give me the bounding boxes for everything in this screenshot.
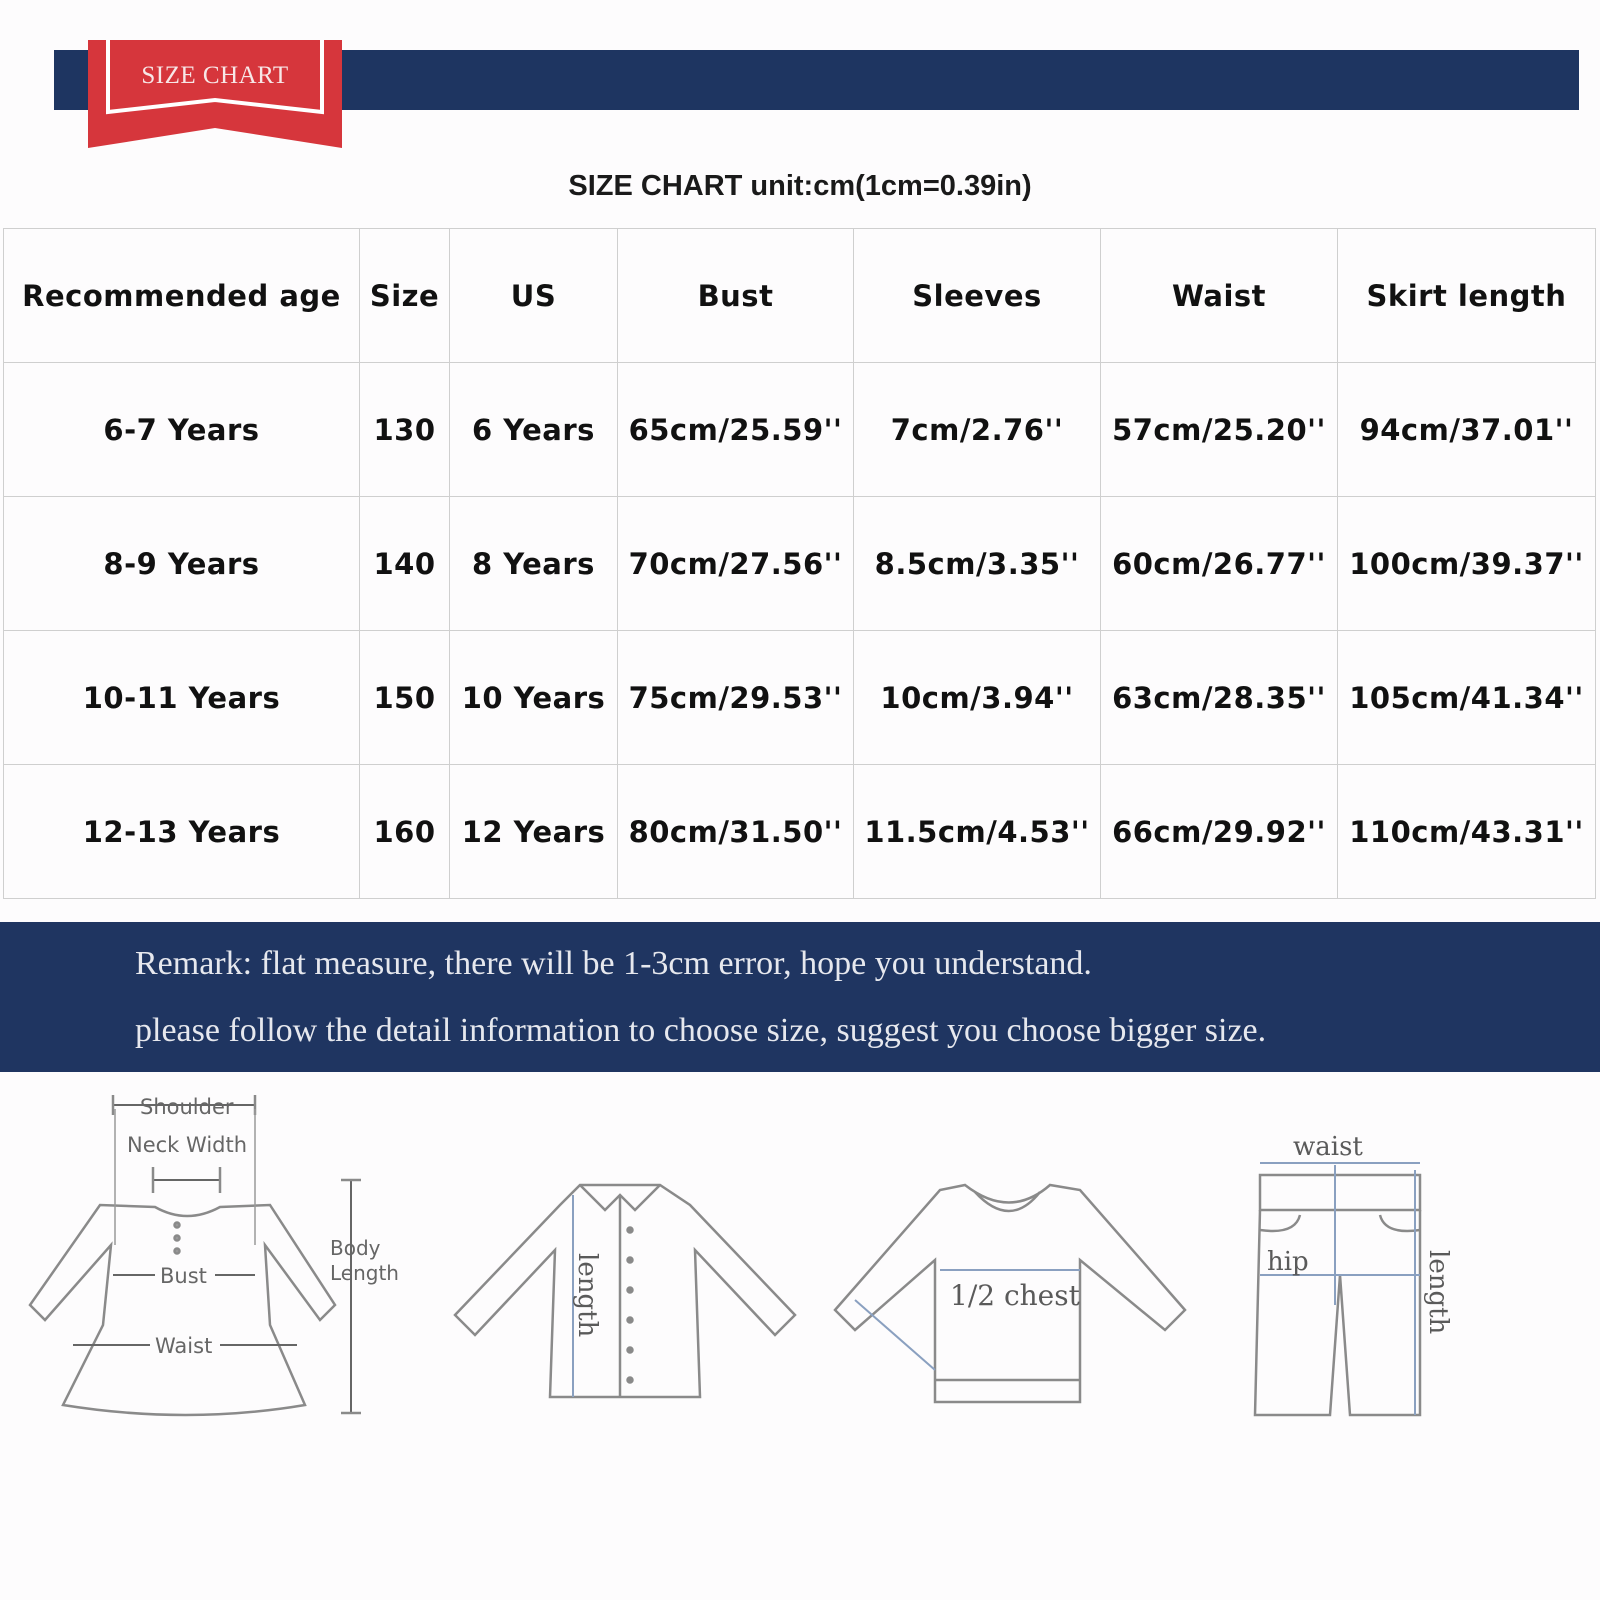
- shirt-length-label: length: [572, 1253, 602, 1338]
- table-cell: 6-7 Years: [4, 363, 360, 497]
- column-header: Skirt length: [1338, 229, 1596, 363]
- table-cell: 12-13 Years: [4, 765, 360, 899]
- table-cell: 8-9 Years: [4, 497, 360, 631]
- table-cell: 65cm/25.59'': [618, 363, 854, 497]
- table-cell: 10-11 Years: [4, 631, 360, 765]
- length-label: Length: [330, 1261, 399, 1285]
- size-chart-ribbon: [80, 40, 350, 160]
- table-cell: 150: [360, 631, 450, 765]
- waist-label: Waist: [155, 1334, 213, 1358]
- table-cell: 94cm/37.01'': [1338, 363, 1596, 497]
- table-row: [4, 497, 1596, 631]
- table-row: [4, 765, 1596, 899]
- dress-diagram: [15, 1095, 425, 1455]
- shirt-diagram: [455, 1175, 805, 1415]
- column-header: Sleeves: [854, 229, 1101, 363]
- column-header: Size: [360, 229, 450, 363]
- column-header: Bust: [618, 229, 854, 363]
- table-cell: 11.5cm/4.53'': [854, 765, 1101, 899]
- table-cell: 100cm/39.37'': [1338, 497, 1596, 631]
- table-cell: 7cm/2.76'': [854, 363, 1101, 497]
- table-cell: 57cm/25.20'': [1101, 363, 1338, 497]
- remark-text: please follow the detail information to choose size, suggest you choose bigger size.: [135, 1012, 1267, 1049]
- table-cell: 12 Years: [450, 765, 618, 899]
- size-chart-banner-label: SIZE CHART: [141, 62, 289, 89]
- table-cell: 60cm/26.77'': [1101, 497, 1338, 631]
- table-cell: 80cm/31.50'': [618, 765, 854, 899]
- size-table: [3, 228, 1596, 899]
- table-cell: 66cm/29.92'': [1101, 765, 1338, 899]
- table-cell: 10cm/3.94'': [854, 631, 1101, 765]
- table-cell: 160: [360, 765, 450, 899]
- table-header-row: [4, 229, 1596, 363]
- table-cell: 105cm/41.34'': [1338, 631, 1596, 765]
- table-cell: 110cm/43.31'': [1338, 765, 1596, 899]
- table-cell: 8 Years: [450, 497, 618, 631]
- hip-label: hip: [1267, 1247, 1309, 1277]
- neck-width-label: Neck Width: [127, 1133, 248, 1157]
- table-cell: 10 Years: [450, 631, 618, 765]
- pants-diagram: [1255, 1125, 1505, 1425]
- column-header: Recommended age: [4, 229, 360, 363]
- table-row: [4, 631, 1596, 765]
- column-header: Waist: [1101, 229, 1338, 363]
- body-label: Body: [330, 1236, 381, 1260]
- table-cell: 140: [360, 497, 450, 631]
- table-cell: 8.5cm/3.35'': [854, 497, 1101, 631]
- table-cell: 75cm/29.53'': [618, 631, 854, 765]
- chart-title: SIZE CHART unit:cm(1cm=0.39in): [568, 170, 1032, 202]
- remark-text: Remark: flat measure, there will be 1-3cm error, hope you understand.: [135, 945, 1092, 982]
- column-header: US: [450, 229, 618, 363]
- chest-label: 1/2 chest: [950, 1279, 1080, 1312]
- table-cell: 6 Years: [450, 363, 618, 497]
- table-row: [4, 363, 1596, 497]
- sweater-diagram: [835, 1180, 1195, 1410]
- shoulder-label: Shoulder: [140, 1095, 234, 1119]
- pants-length-label: length: [1423, 1250, 1453, 1335]
- bust-label: Bust: [160, 1264, 207, 1288]
- waist-label: waist: [1293, 1132, 1363, 1162]
- table-cell: 130: [360, 363, 450, 497]
- table-cell: 63cm/28.35'': [1101, 631, 1338, 765]
- table-cell: 70cm/27.56'': [618, 497, 854, 631]
